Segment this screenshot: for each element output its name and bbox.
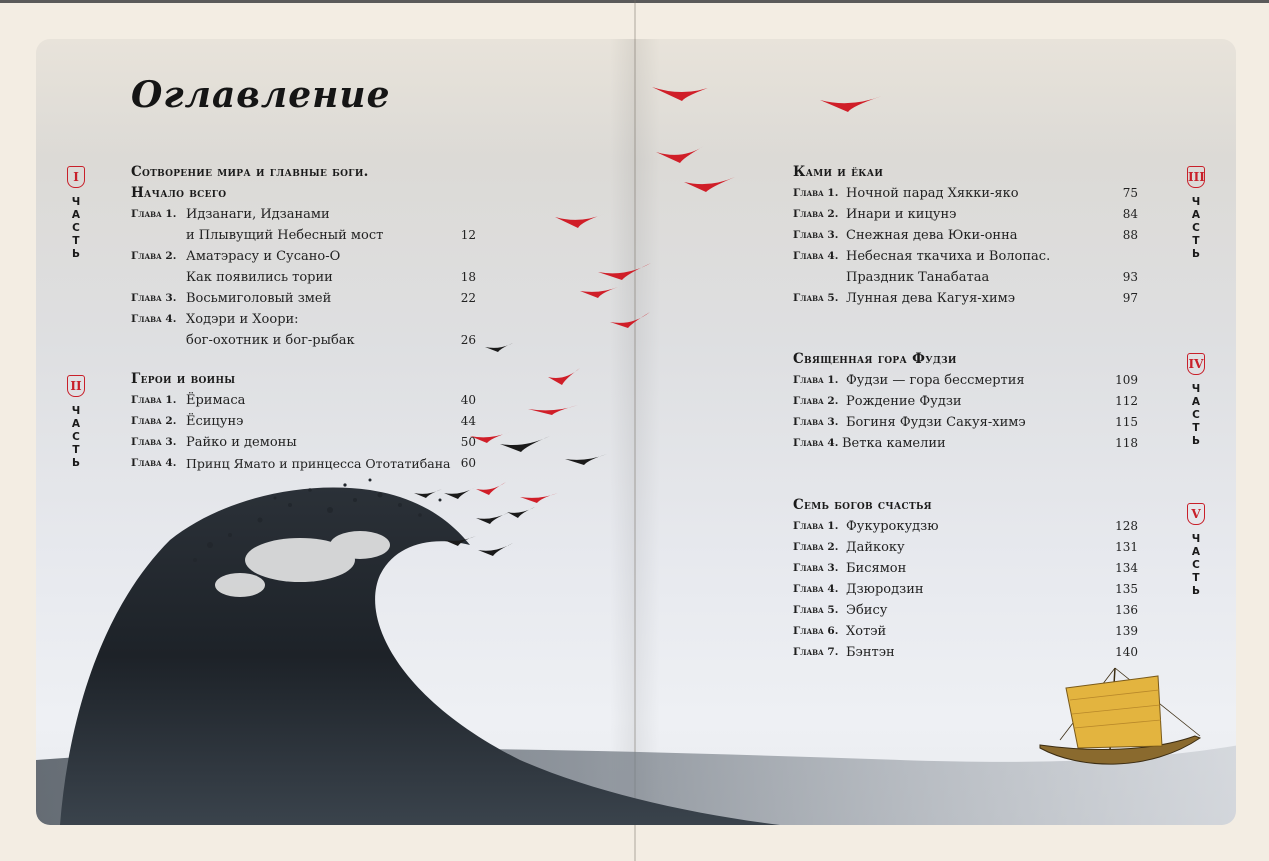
chapter-label: Глава 4.: [793, 250, 839, 262]
bird-red: [684, 177, 735, 192]
chapter-title: Богиня Фудзи Сакуя-химэ: [846, 415, 1026, 430]
bird-red: [610, 312, 650, 328]
bird-red: [520, 493, 558, 503]
chapter-title: Аматэрасу и Сусано-О: [186, 249, 341, 264]
part-numeral: IV: [1187, 353, 1205, 375]
chapter-title: Эбису: [846, 603, 888, 618]
part-marker-2: [64, 375, 88, 470]
toc-entry[interactable]: [793, 537, 1138, 558]
chapter-title: Ходэри и Хоори:: [186, 312, 299, 327]
chapter-label: Глава 1.: [793, 187, 839, 199]
page-number: 22: [460, 291, 476, 305]
chapter-label: Глава 7.: [793, 646, 839, 658]
page-number: 88: [1122, 228, 1138, 242]
page-number: 93: [1122, 270, 1138, 284]
part-marker-1: [64, 166, 88, 261]
chapter-title: Восьмиголовый змей: [186, 291, 332, 306]
bird-red: [580, 287, 618, 298]
chapter-title: Ветка камелии: [842, 436, 946, 451]
chapter-label: Глава 2.: [131, 415, 177, 427]
bird-black: [565, 454, 607, 465]
toc-entry[interactable]: [793, 516, 1138, 537]
chapter-title: Хотэй: [846, 624, 887, 639]
chapter-title: Как появились тории: [186, 270, 333, 285]
chapter-label: Глава 1.: [793, 374, 839, 386]
chapter-label: Глава 1.: [131, 394, 177, 406]
chapter-label: Глава 4.: [793, 437, 839, 449]
toc-entry-cont[interactable]: [131, 330, 481, 351]
bird-black: [478, 543, 513, 556]
chapter-title: Ёримаса: [186, 393, 246, 408]
bird-red: [652, 85, 716, 101]
page-number: 26: [460, 333, 476, 347]
part-numeral: II: [67, 375, 85, 397]
toc-entry[interactable]: [131, 204, 481, 225]
chapter-title: Ночной парад Хякки-яко: [846, 186, 1019, 201]
chapter-label: Глава 3.: [793, 416, 839, 428]
part-numeral: I: [67, 166, 85, 188]
toc-entry[interactable]: [131, 411, 481, 432]
chapter-label: Глава 5.: [793, 604, 839, 616]
chapter-title: Фудзи — гора бессмертия: [846, 373, 1025, 388]
chapter-label: Глава 2.: [793, 395, 839, 407]
page-number: 60: [460, 456, 476, 470]
bird-red: [820, 96, 882, 112]
chapter-label: Глава 1.: [131, 208, 177, 220]
bird-red: [555, 214, 604, 228]
part-numeral: III: [1187, 166, 1205, 188]
sailboat: [1040, 668, 1200, 764]
chapter-label: Глава 2.: [793, 541, 839, 553]
chapter-label: Глава 6.: [793, 625, 839, 637]
part-marker-3: [1184, 166, 1208, 261]
toc-entry[interactable]: [131, 453, 481, 474]
chapter-title: Ёсицунэ: [186, 414, 244, 429]
chapter-label: Глава 5.: [793, 292, 839, 304]
toc-entry[interactable]: [131, 288, 481, 309]
toc-entry[interactable]: [793, 246, 1138, 267]
bird-black: [485, 343, 513, 352]
chapter-label: Глава 3.: [131, 292, 177, 304]
page-number: 112: [1115, 394, 1138, 408]
page-number: 18: [460, 270, 476, 284]
part-word-vertical: Ч А С Т Ь: [1191, 383, 1201, 447]
part-marker-5: [1184, 503, 1208, 598]
toc-entry-cont[interactable]: [131, 225, 481, 246]
part-word-vertical: Ч А С Т Ь: [71, 405, 81, 469]
chapter-title: Праздник Танабатаа: [846, 270, 990, 285]
toc-entry[interactable]: [131, 309, 481, 330]
page-number: 97: [1122, 291, 1138, 305]
chapter-title: Небесная ткачиха и Волопас.: [846, 249, 1051, 264]
chapter-label: Глава 3.: [793, 562, 839, 574]
toc-entry[interactable]: [793, 183, 1138, 204]
toc-entry[interactable]: [793, 288, 1138, 309]
bird-black: [500, 436, 550, 452]
chapter-label: Глава 3.: [131, 436, 177, 448]
part-heading: Ками и ёкаи: [793, 164, 884, 180]
page-title: Оглавление: [131, 74, 391, 116]
part-heading: Священная гора Фудзи: [793, 351, 957, 367]
part-heading: Начало всего: [131, 185, 227, 201]
toc-entry[interactable]: [793, 433, 1138, 454]
chapter-title: Снежная дева Юки-онна: [846, 228, 1018, 243]
page-number: 115: [1115, 415, 1138, 429]
toc-entry[interactable]: [793, 558, 1138, 579]
toc-entry[interactable]: [793, 621, 1138, 642]
bird-red: [548, 368, 580, 385]
chapter-label: Глава 4.: [131, 457, 177, 469]
page-number: 50: [460, 435, 476, 449]
page-number: 75: [1122, 186, 1138, 200]
toc-entry[interactable]: [793, 412, 1138, 433]
page-number: 131: [1115, 540, 1138, 554]
part-word-vertical: Ч А С Т Ь: [1191, 533, 1201, 597]
toc-entry-cont[interactable]: [793, 267, 1138, 288]
chapter-label: Глава 3.: [793, 229, 839, 241]
bird-red: [656, 146, 704, 163]
chapter-title: Инари и кицунэ: [846, 207, 957, 222]
part-word-vertical: Ч А С Т Ь: [1191, 196, 1201, 260]
toc-entry[interactable]: [793, 642, 1138, 663]
chapter-title: Дайкоку: [846, 540, 905, 555]
bird-black: [444, 487, 476, 499]
toc-entry[interactable]: [793, 204, 1138, 225]
page-number: 134: [1115, 561, 1138, 575]
part-heading: Герои и воины: [131, 371, 236, 387]
page-number: 135: [1115, 582, 1138, 596]
chapter-label: Глава 1.: [793, 520, 839, 532]
toc-entry[interactable]: [793, 391, 1138, 412]
bird-black: [414, 489, 442, 498]
page-number: 136: [1115, 603, 1138, 617]
page-number: 44: [460, 414, 476, 428]
chapter-title: Дзюродзин: [846, 582, 924, 597]
part-heading: Семь богов счастья: [793, 497, 932, 513]
chapter-title: бог-охотник и бог-рыбак: [186, 333, 355, 348]
part-heading: Сотворение мира и главные боги.: [131, 164, 369, 180]
chapter-title: Принц Ямато и принцесса Ототатибана: [186, 456, 451, 471]
chapter-label: Глава 4.: [131, 313, 177, 325]
bird-black: [476, 512, 510, 524]
page-number: 40: [460, 393, 476, 407]
part-marker-4: [1184, 353, 1208, 448]
chapter-title: и Плывущий Небесный мост: [186, 228, 384, 243]
bird-red: [528, 405, 578, 415]
bird-black: [507, 507, 535, 518]
page-number: 118: [1115, 436, 1138, 450]
part-numeral: V: [1187, 503, 1205, 525]
page-number: 140: [1115, 645, 1138, 659]
chapter-title: Рождение Фудзи: [846, 394, 962, 409]
chapter-label: Глава 2.: [131, 250, 177, 262]
toc-entry[interactable]: [793, 600, 1138, 621]
chapter-title: Фукурокудзю: [846, 519, 939, 534]
toc-entry[interactable]: [131, 390, 481, 411]
toc-entry[interactable]: [793, 579, 1138, 600]
chapter-label: Глава 4.: [793, 583, 839, 595]
chapter-title: Идзанаги, Идзанами: [186, 207, 330, 222]
toc-entry[interactable]: [131, 246, 481, 267]
toc-entry[interactable]: [793, 225, 1138, 246]
chapter-title: Бэнтэн: [846, 645, 895, 660]
toc-entry[interactable]: [131, 432, 481, 453]
toc-entry[interactable]: [793, 370, 1138, 391]
chapter-title: Райко и демоны: [186, 435, 297, 450]
chapter-label: Глава 2.: [793, 208, 839, 220]
page-number: 128: [1115, 519, 1138, 533]
page-number: 139: [1115, 624, 1138, 638]
page-number: 84: [1122, 207, 1138, 221]
flying-birds: [414, 85, 882, 556]
page-number: 109: [1115, 373, 1138, 387]
chapter-title: Бисямон: [846, 561, 907, 576]
bird-red: [476, 482, 506, 495]
toc-entry-cont[interactable]: [131, 267, 481, 288]
chapter-title: Лунная дева Кагуя-химэ: [846, 291, 1016, 306]
part-word-vertical: Ч А С Т Ь: [71, 196, 81, 260]
page-number: 12: [460, 228, 476, 242]
bird-red: [598, 263, 651, 280]
